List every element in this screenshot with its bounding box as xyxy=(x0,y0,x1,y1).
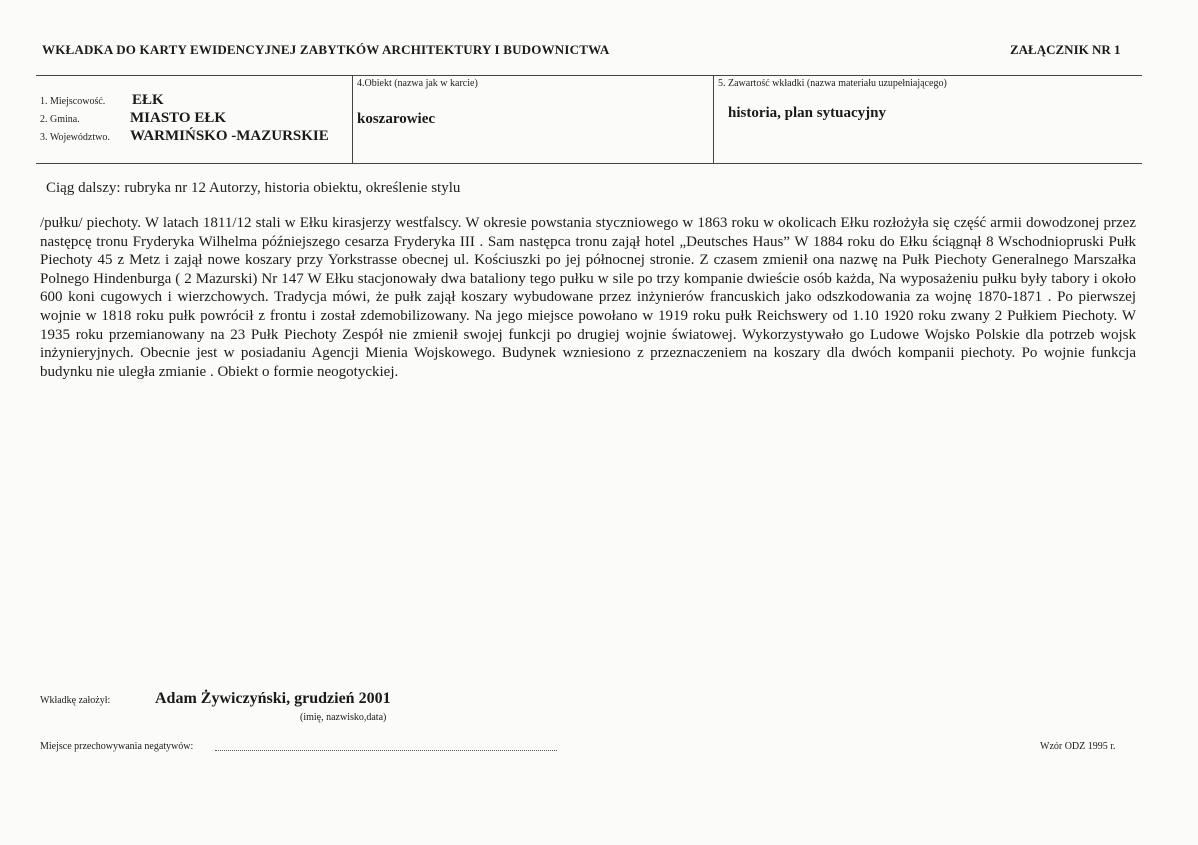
annex-number: ZAŁĄCZNIK NR 1 xyxy=(1010,42,1121,57)
object-value: koszarowiec xyxy=(357,111,436,127)
table-bottom-rule xyxy=(36,163,1142,164)
province-label: 3. Województwo. xyxy=(40,132,110,143)
author-hint: (imię, nazwisko,data) xyxy=(300,712,387,723)
content-value: historia, plan sytuacyjny xyxy=(728,105,886,121)
negatives-label: Miejsce przechowywania negatywów: xyxy=(40,741,194,752)
town-field xyxy=(40,92,164,109)
object-label: 4.Obiekt (nazwa jak w karcie) xyxy=(357,78,478,89)
province-field xyxy=(40,128,329,145)
negatives-dotted-line xyxy=(215,742,557,751)
author-label: Wkładkę założył: xyxy=(40,695,111,706)
form-model: Wzór ODZ 1995 r. xyxy=(1040,741,1116,752)
province-value: WARMIŃSKO -MAZURSKIE xyxy=(130,128,329,144)
table-divider-right xyxy=(713,75,714,163)
table-top-rule xyxy=(36,75,1142,76)
history-paragraph: /pułku/ piechoty. W latach 1811/12 stali w Ełku kirasjerzy westfalscy. W okresie powstania styczniowego w 1863 roku w okolicach Ełku rozłożyła się część armii dowodzonej przez następcę tronu Fryderyka Wilhelma późniejszego cesarza Fryderyka III . Sam następca tronu zajął hotel „Deutsches Haus” W 1884 roku do Ełku ściągnął 8 Wschodniopruski Pułk Piechoty 45 z Metz i zajął nowe koszary przy Yorkstrasse obecnej ul. Kościuszki po jej północnej stronie. Z czasem zmienił ona nazwę na Pułk Piechoty Generalnego Marszałka Polnego Hindenburga ( 2 Mazurski) Nr 147 W Ełku stacjonowały dwa bataliony tego pułku w sile po trzy kompanie dwieście osób każda, Na wyposażeniu pułku były tabory i około 600 koni cugowych i wierzchowych. Tradycja mówi, że pułk zajął koszary wybudowane przez inżynierów francuskich jako odszkodowania za wojnę 1870-1871 . Po pierwszej wojnie w 1818 roku pułk powrócił z frontu i został zdemobilizowany. Na jego miejsce powołano w 1919 roku pułk Reichswery od 1.10 1920 roku zwany 2 Pułkiem Piechoty. W 1935 roku przemianowany na 23 Pułk Piechoty Zespół nie zmienił swojej funkcji po drugiej wojnie światowej. Wykorzystywało go Ludowe Wojsko Polskie dla potrzeb wojsk inżynieryjnych. Obecnie jest w posiadaniu Agencji Mienia Wojskowego. Budynek wzniesiono z przeznaczeniem na koszary dla dwóch kompanii piechoty. Po wojnie funkcja budynku nie uległa zmianie . Obiekt o formie neogotyckiej. xyxy=(40,215,1136,380)
continuation-heading: Ciąg dalszy: rubryka nr 12 Autorzy, historia obiektu, określenie stylu xyxy=(46,180,461,196)
form-title: WKŁADKA DO KARTY EWIDENCYJNEJ ZABYTKÓW ARCHITEKTURY I BUDOWNICTWA xyxy=(42,42,610,57)
commune-field xyxy=(40,110,226,127)
history-text xyxy=(40,214,1136,381)
town-value: EŁK xyxy=(132,92,164,108)
content-label: 5. Zawartość wkładki (nazwa materiału uzupełniającego) xyxy=(718,78,947,89)
table-divider-left xyxy=(352,75,353,163)
commune-value: MIASTO EŁK xyxy=(130,110,226,126)
author-name: Adam Żywiczyński, grudzień 2001 xyxy=(155,690,391,707)
commune-label: 2. Gmina. xyxy=(40,114,80,125)
town-label: 1. Miejscowość. xyxy=(40,96,106,107)
